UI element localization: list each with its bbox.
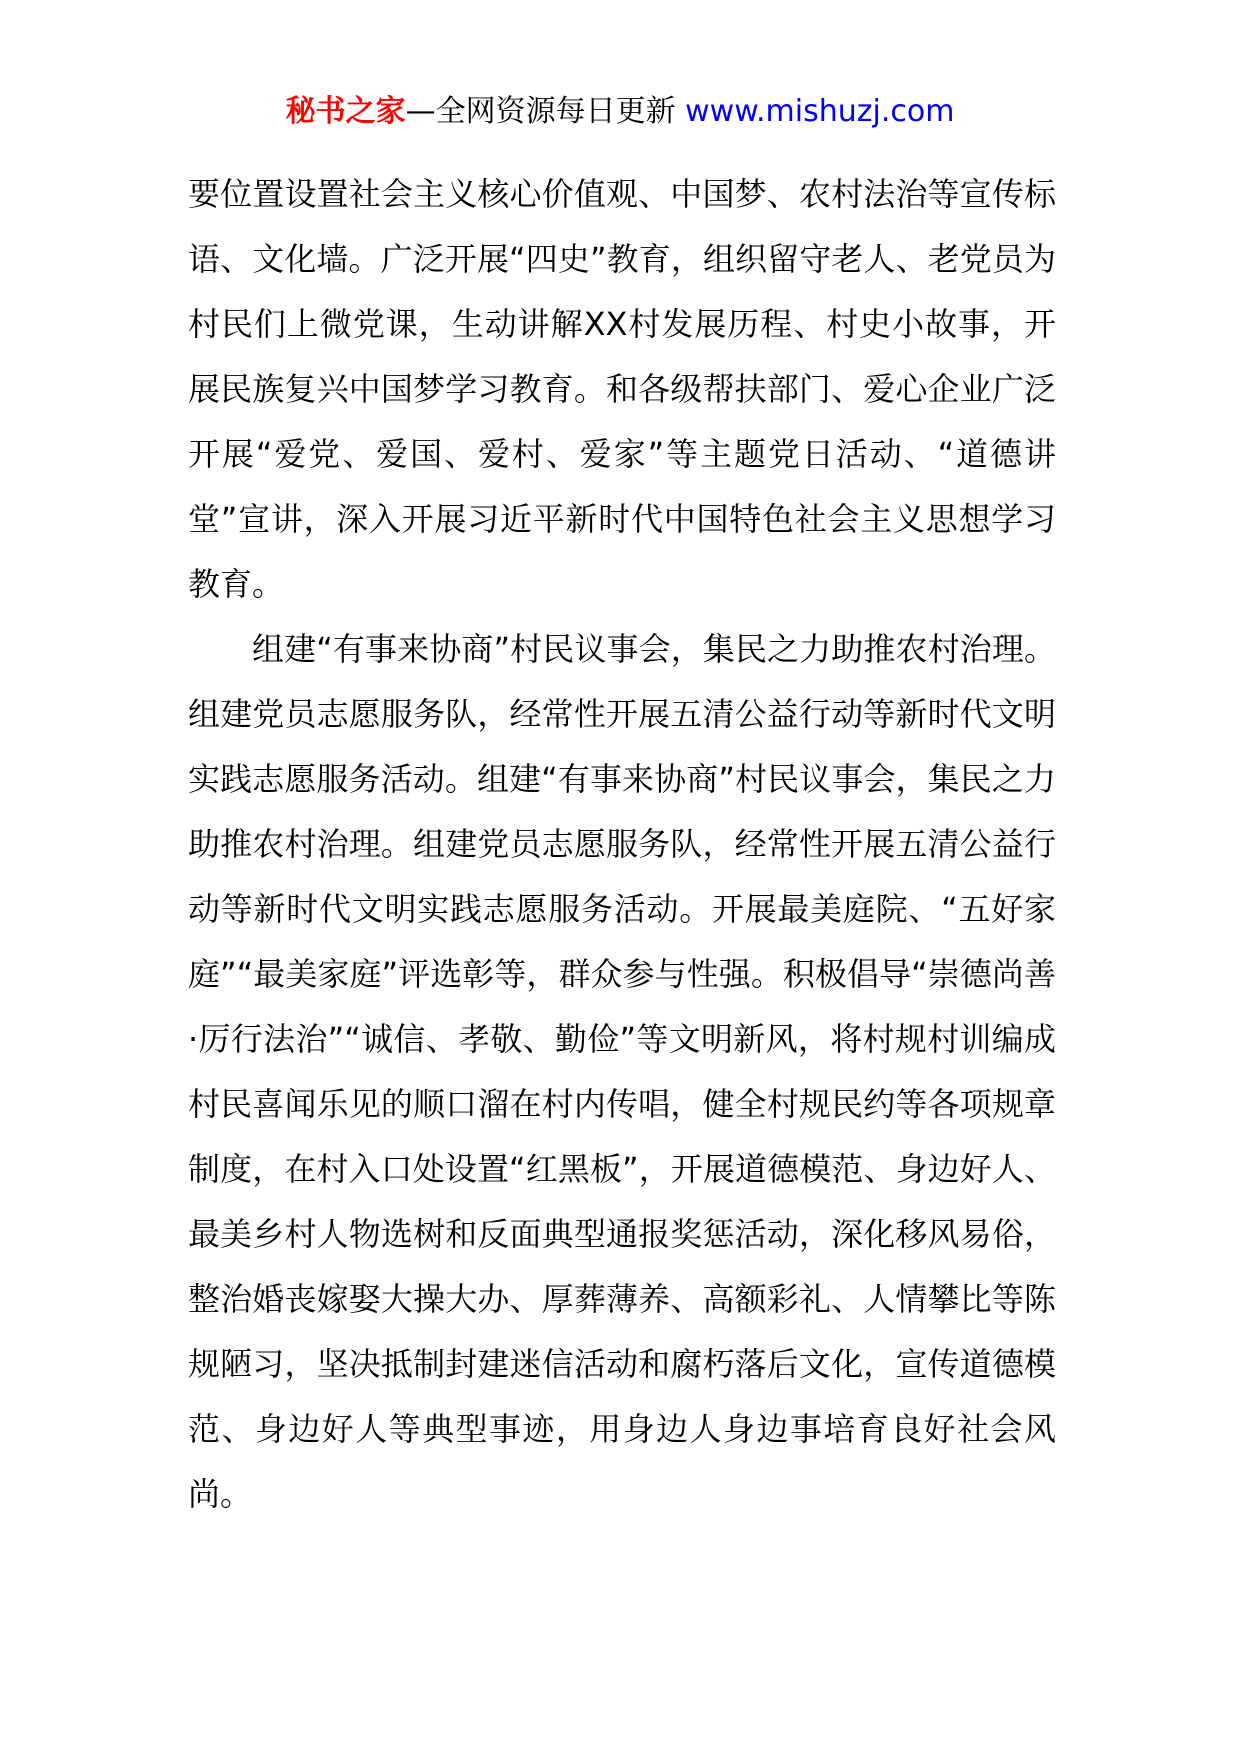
website-link[interactable]: www.mishuzj.com — [685, 94, 955, 129]
brand-name: 秘书之家 — [285, 94, 406, 129]
paragraph-continued: 要位置设置社会主义核心价值观、中国梦、农村法治等宣传标语、文化墙。广泛开展“四史”教育，组织留守老人、老党员为村民们上微党课，生动讲解XX村发展历程、村史小故事，开展民族复兴中国梦学习教育。和各级帮扶部门、爱心企业广泛开展“爱党、爱国、爱村、爱家”等主题党日活动、“道德讲堂”宣讲，深入开展习近平新时代中国特色社会主义思想学习教育。 — [188, 175, 1056, 603]
paragraph: 组建“有事来协商”村民议事会，集民之力助推农村治理。组建党员志愿服务队，经常性开展五清公益行动等新时代文明实践志愿服务活动。组建“有事来协商”村民议事会，集民之力助推农村治理。组建党员志愿服务队，经常性开展五清公益行动等新时代文明实践志愿服务活动。开展最美庭院、“五好家庭”“最美家庭”评选彰等，群众参与性强。积极倡导“崇德尚善·厉行法治”“诚信、孝敬、勤俭”等文明新风，将村规村训编成村民喜闻乐见的顺口溜在村内传唱，健全村规民约等各项规章制度，在村入口处设置“红黑板”，开展道德模范、身边好人、最美乡村人物选树和反面典型通报奖惩活动，深化移风易俗，整治婚丧嫁娶大操大办、厚葬薄养、高额彩礼、人情攀比等陈规陋习，坚决抵制封建迷信活动和腐朽落后文化，宣传道德模范、身边好人等典型事迹，用身边人身边事培育良好社会风尚。 — [188, 630, 1056, 1513]
page-header — [0, 92, 1240, 132]
document-body — [188, 162, 1056, 1527]
header-tagline: —全网资源每日更新 — [405, 94, 676, 129]
